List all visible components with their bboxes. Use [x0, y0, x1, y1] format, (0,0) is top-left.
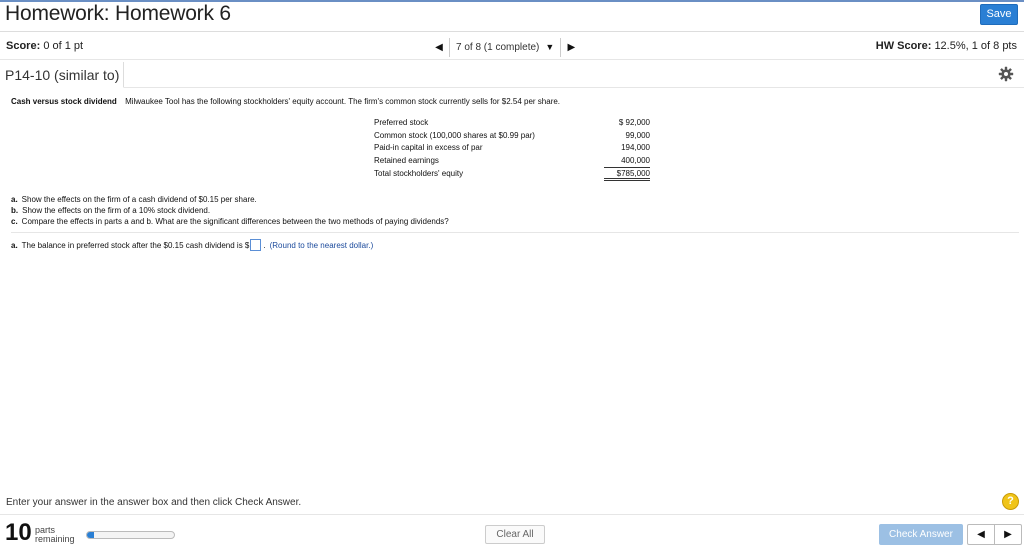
question-item: [11, 216, 449, 227]
footer-previous-button[interactable]: [968, 525, 994, 544]
check-answer-button[interactable]: Check Answer: [879, 524, 963, 545]
row-value-total: $785,000: [604, 167, 650, 180]
score-display: [6, 40, 83, 52]
row-value: 99,000: [625, 130, 650, 140]
question-text: Show the effects on the firm of a cash dividend of $0.15 per share.: [21, 195, 257, 204]
question-item: [11, 205, 449, 216]
row-label: Retained earnings: [374, 156, 439, 166]
question-letter: c.: [11, 217, 18, 226]
answer-suffix: .: [263, 240, 266, 250]
question-letter: a.: [11, 195, 18, 204]
problem-statement: Milwaukee Tool has the following stockholders' equity account. The firm's common stock currently sells for $2.54 per share.: [125, 97, 561, 106]
rounding-hint: (Round to the nearest dollar.): [269, 240, 374, 250]
parts-label-line1: parts: [35, 525, 56, 535]
gear-icon[interactable]: [998, 66, 1014, 82]
row-label: Paid-in capital in excess of par: [374, 143, 483, 153]
equity-table: [374, 116, 650, 181]
arrow-right-icon: ▶: [1004, 529, 1012, 540]
row-label: Common stock (100,000 shares at $0.99 par): [374, 130, 535, 140]
question-position-label: 7 of 8 (1 complete): [456, 41, 540, 53]
table-row: [374, 129, 650, 142]
question-text: Show the effects on the firm of a 10% stock dividend.: [22, 206, 211, 215]
problem-tab: P14-10 (similar to): [0, 62, 124, 88]
table-row: [374, 154, 650, 167]
homework-title: Homework: Homework 6: [5, 2, 231, 25]
progress-fill: [87, 532, 94, 538]
footer-next-button[interactable]: [994, 525, 1021, 544]
table-row: [374, 116, 650, 129]
help-icon[interactable]: ?: [1002, 493, 1019, 510]
clear-all-button[interactable]: Clear All: [485, 525, 545, 544]
parts-label-line2: remaining: [35, 534, 75, 544]
hw-score-label: HW Score:: [875, 40, 932, 52]
parts-progress-bar: [86, 531, 175, 539]
row-value: 400,000: [621, 156, 650, 166]
caret-down-icon: ▼: [545, 42, 555, 52]
row-value: 194,000: [621, 143, 650, 153]
score-value: 0 of 1 pt: [43, 40, 84, 52]
problem-intro: [11, 97, 1011, 106]
question-list: [11, 194, 449, 227]
hw-score-display: [876, 40, 1017, 52]
previous-question-button[interactable]: [429, 38, 449, 57]
arrow-left-icon: ◀: [977, 529, 985, 540]
row-label: Total stockholders' equity: [374, 169, 464, 179]
problem-bar: [0, 60, 1024, 88]
next-question-button[interactable]: [561, 38, 581, 57]
parts-remaining-label: [35, 526, 75, 544]
table-row: [374, 142, 650, 155]
row-label: Preferred stock: [374, 117, 429, 127]
footer-bar: [0, 514, 1024, 558]
question-letter: b.: [11, 206, 19, 215]
question-text: Compare the effects in parts a and b. What are the significant differences between the two methods of paying dividends?: [21, 217, 449, 226]
score-label: Score:: [6, 40, 41, 52]
score-bar: [0, 31, 1024, 60]
answer-instruction: Enter your answer in the answer box and then click Check Answer.: [6, 497, 302, 508]
hw-score-value: 12.5%, 1 of 8 pts: [934, 40, 1017, 52]
divider: [11, 232, 1019, 233]
footer-question-nav: [967, 524, 1022, 545]
question-select-dropdown[interactable]: [449, 38, 561, 57]
answer-prompt: [11, 239, 373, 251]
answer-prefix: The balance in preferred stock after the $0.15 cash dividend is $: [21, 240, 250, 250]
answer-input[interactable]: [250, 239, 261, 251]
question-item: [11, 194, 449, 205]
row-value: $ 92,000: [618, 117, 650, 127]
arrow-right-icon: ▶: [567, 41, 576, 53]
arrow-left-icon: ◀: [435, 41, 443, 53]
question-navigator: [429, 37, 581, 57]
problem-heading: Cash versus stock dividend: [11, 97, 117, 106]
answer-letter: a.: [11, 240, 18, 250]
table-row: [374, 167, 650, 180]
parts-remaining-count: 10: [5, 519, 32, 546]
save-button[interactable]: Save: [980, 4, 1018, 25]
problem-content: [11, 97, 1011, 250]
